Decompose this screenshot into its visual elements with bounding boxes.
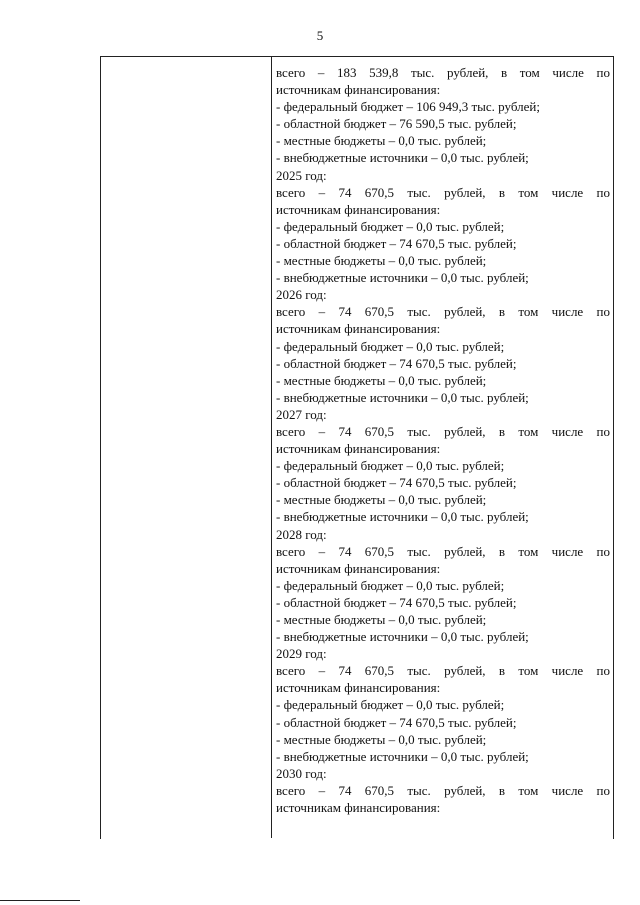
sources-label: источникам финансирования: (276, 201, 441, 217)
regional-budget-line: - областной бюджет – 74 670,5 тыс. рублей; (276, 355, 517, 371)
sources-label: источникам финансирования: (276, 321, 441, 337)
sources-label: источникам финансирования: (276, 680, 441, 696)
federal-budget-line: - федеральный бюджет – 0,0 тыс. рублей; (276, 218, 505, 234)
regional-budget-line: - областной бюджет – 74 670,5 тыс. рублей; (276, 594, 517, 610)
total-line: всего – 74 670,5 тыс. рублей, в том числе по (276, 543, 610, 559)
extrabudgetary-line: - внебюджетные источники – 0,0 тыс. рублей; (276, 270, 529, 286)
funding-text-cell (276, 64, 610, 816)
regional-budget-line: - областной бюджет – 74 670,5 тыс. рублей; (276, 475, 517, 491)
total-line: всего – 74 670,5 тыс. рублей, в том числе по (276, 663, 610, 679)
sources-label: источникам финансирования: (276, 560, 441, 576)
extrabudgetary-line: - внебюджетные источники – 0,0 тыс. рублей; (276, 748, 529, 764)
local-budget-line: - местные бюджеты – 0,0 тыс. рублей; (276, 492, 487, 508)
regional-budget-line: - областной бюджет – 76 590,5 тыс. рублей; (276, 116, 517, 132)
extrabudgetary-line: - внебюджетные источники – 0,0 тыс. рублей; (276, 150, 529, 166)
sources-label: источникам финансирования: (276, 82, 441, 98)
year-heading: 2027 год: (276, 406, 327, 422)
regional-budget-line: - областной бюджет – 74 670,5 тыс. рублей; (276, 235, 517, 251)
federal-budget-line: - федеральный бюджет – 0,0 тыс. рублей; (276, 697, 505, 713)
local-budget-line: - местные бюджеты – 0,0 тыс. рублей; (276, 612, 487, 627)
year-heading: 2025 год: (276, 167, 327, 183)
year-heading: 2029 год: (276, 646, 327, 662)
extrabudgetary-line: - внебюджетные источники – 0,0 тыс. рублей; (276, 509, 529, 525)
year-heading: 2028 год: (276, 526, 327, 542)
total-line: всего – 74 670,5 тыс. рублей, в том числе по (276, 423, 610, 439)
sources-label: источникам финансирования: (276, 800, 441, 816)
year-heading: 2026 год: (276, 287, 327, 303)
footnote-rule (0, 900, 80, 901)
sources-label: источникам финансирования: (276, 441, 441, 457)
federal-budget-line: - федеральный бюджет – 0,0 тыс. рублей; (276, 577, 505, 593)
local-budget-line: - местные бюджеты – 0,0 тыс. рублей; (276, 731, 487, 747)
federal-budget-line: - федеральный бюджет – 0,0 тыс. рублей; (276, 458, 505, 474)
extrabudgetary-line: - внебюджетные источники – 0,0 тыс. рублей; (276, 629, 529, 645)
total-line: всего – 183 539,8 тыс. рублей, в том числе по (276, 65, 610, 80)
table-column-divider (271, 56, 272, 838)
federal-budget-line: - федеральный бюджет – 106 949,3 тыс. рублей; (276, 99, 540, 115)
total-line: всего – 74 670,5 тыс. рублей, в том числе по (276, 304, 610, 320)
page-number: 5 (316, 28, 324, 43)
year-heading: 2030 год: (276, 765, 327, 781)
extrabudgetary-line: - внебюджетные источники – 0,0 тыс. рублей; (276, 389, 529, 405)
local-budget-line: - местные бюджеты – 0,0 тыс. рублей; (276, 372, 487, 388)
local-budget-line: - местные бюджеты – 0,0 тыс. рублей; (276, 253, 487, 269)
regional-budget-line: - областной бюджет – 74 670,5 тыс. рублей; (276, 714, 517, 730)
total-line: всего – 74 670,5 тыс. рублей, в том числе по (276, 782, 610, 798)
total-line: всего – 74 670,5 тыс. рублей, в том числе по (276, 184, 610, 200)
local-budget-line: - местные бюджеты – 0,0 тыс. рублей; (276, 133, 487, 149)
federal-budget-line: - федеральный бюджет – 0,0 тыс. рублей; (276, 338, 505, 354)
